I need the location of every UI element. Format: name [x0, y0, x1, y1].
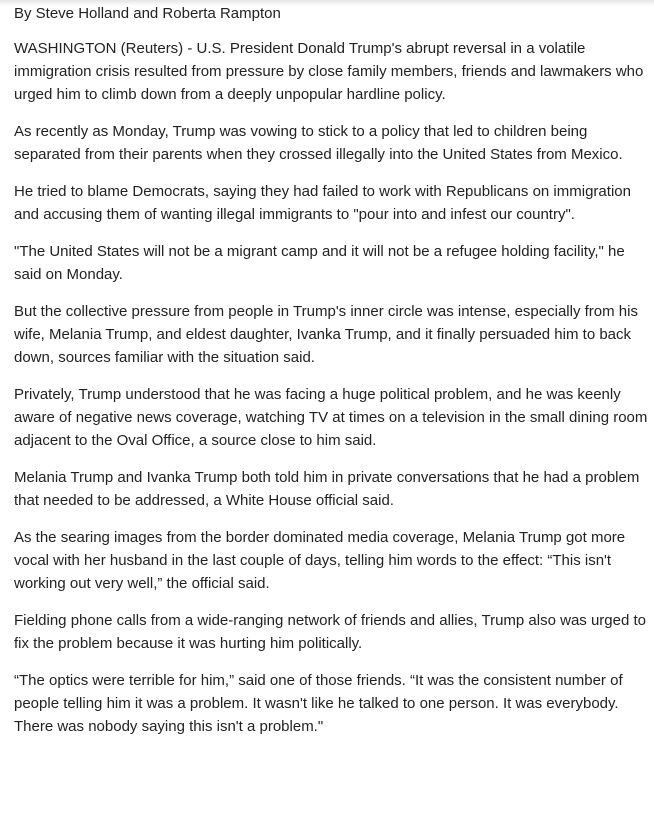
byline: By Steve Holland and Roberta Rampton [14, 5, 281, 22]
article-paragraph: As the searing images from the border dominated media coverage, Melania Trump got more vocal with her husband in the last couple of days, telling him words to the effect: “This isn't working out very well,” the official said. [14, 529, 626, 592]
article-paragraph: Fielding phone calls from a wide-ranging network of friends and allies, Trump also was urged to fix the problem because it was hurting him politically. [14, 612, 646, 652]
article-paragraph: He tried to blame Democrats, saying they had failed to work with Republicans on immigration and accusing them of wanting illegal immigrants to "pour into and infest our country". [14, 183, 631, 223]
article-paragraph: Melania Trump and Ivanka Trump both told him in private conversations that he had a problem that needed to be addressed, a White House official said. [14, 469, 640, 509]
article-paragraph: As recently as Monday, Trump was vowing to stick to a policy that led to children being separated from their parents when they crossed illegally into the United States from Mexico. [14, 123, 623, 163]
article-paragraph: “The optics were terrible for him,” said one of those friends. “It was the consistent number of people telling him it was a problem. It wasn't like he talked to one person. It was everybody. There was nobody saying this isn't a problem." [14, 672, 623, 735]
article-paragraph: WASHINGTON (Reuters) - U.S. President Donald Trump's abrupt reversal in a volatile immigration crisis resulted from pressure by close family members, friends and lawmakers who urged him to climb down from a deeply unpopular hardline policy. [14, 40, 644, 103]
article-paragraph: But the collective pressure from people in Trump's inner circle was intense, especially from his wife, Melania Trump, and eldest daughter, Ivanka Trump, and it finally persuaded him to back down, sources familiar with the situation said. [14, 303, 638, 366]
article-body [14, 4, 650, 738]
article-paragraph: "The United States will not be a migrant camp and it will not be a refugee holding facility," he said on Monday. [14, 243, 625, 283]
article-paragraph: Privately, Trump understood that he was facing a huge political problem, and he was keenly aware of negative news coverage, watching TV at times on a television in the small dining room adjacent to the Oval Office, a source close to him said. [14, 386, 648, 449]
